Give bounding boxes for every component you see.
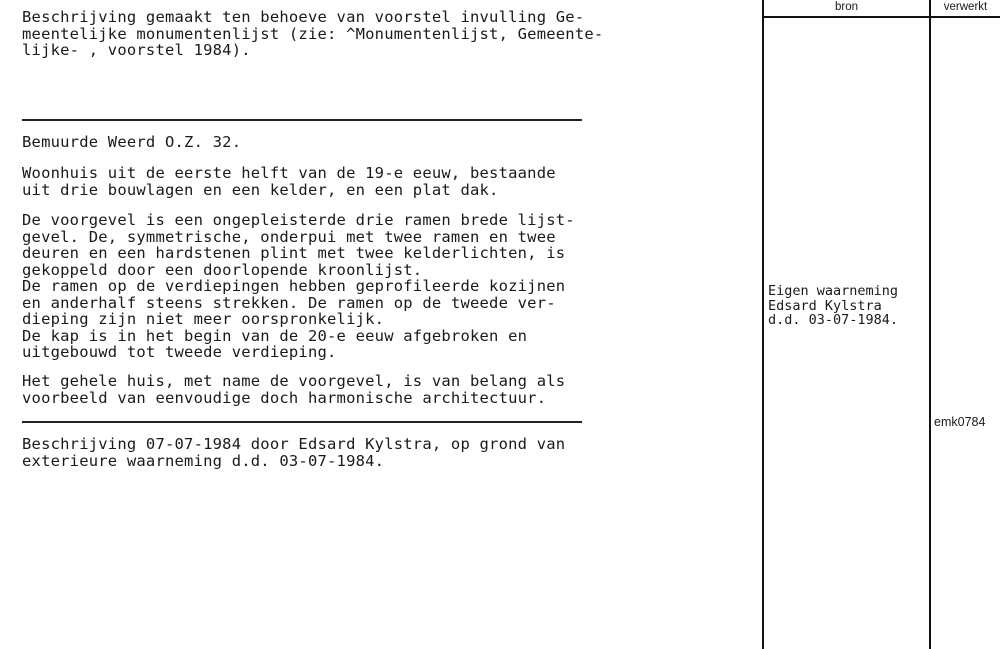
column-divider-bron	[762, 0, 764, 649]
description-paragraph-3: Het gehele huis, met name de voorgevel, is van belang als voorbeeld van eenvoudige doch harmonische architectuur.	[22, 372, 566, 407]
bron-column-header: bron	[834, 1, 859, 13]
separator-top	[22, 119, 582, 121]
header-underline	[762, 16, 1000, 18]
description-paragraph-1: Woonhuis uit de eerste helft van de 19-e eeuw, bestaande uit drie bouwlagen en een kelder, en een plat dak.	[22, 164, 556, 199]
column-divider-verwerkt	[929, 0, 931, 649]
bron-entry: Eigen waarneming Edsard Kylstra d.d. 03-07-1984.	[768, 283, 899, 328]
intro-text: Beschrijving gemaakt ten behoeve van voorstel invulling Ge- meentelijke monumentenlijst (zie: ^Monumentenlijst, Gemeente- lijke- , voorstel 1984).	[22, 8, 604, 59]
address-heading: Bemuurde Weerd O.Z. 32.	[22, 133, 242, 151]
verwerkt-column-header: verwerkt	[943, 1, 988, 13]
separator-bottom	[22, 421, 582, 423]
footer-text: Beschrijving 07-07-1984 door Edsard Kylstra, op grond van exterieure waarneming d.d. 03-07-1984.	[22, 435, 566, 470]
verwerkt-entry: emk0784	[934, 415, 986, 429]
description-paragraph-2: De voorgevel is een ongepleisterde drie ramen brede lijst- gevel. De, symmetrische, onderpui met twee ramen en twee deuren en een hardstenen plint met twee kelderlichten, is gekoppeld door een doorlopende kroonlijst. De ramen op de verdiepingen hebben geprofileerde kozijnen en anderhalf steens strekken. De ramen op de tweede ver- dieping zijn niet meer oorspronkelijk. De kap is in het begin van de 20-e eeuw afgebroken en uitgebouwd tot tweede verdieping.	[22, 211, 575, 361]
